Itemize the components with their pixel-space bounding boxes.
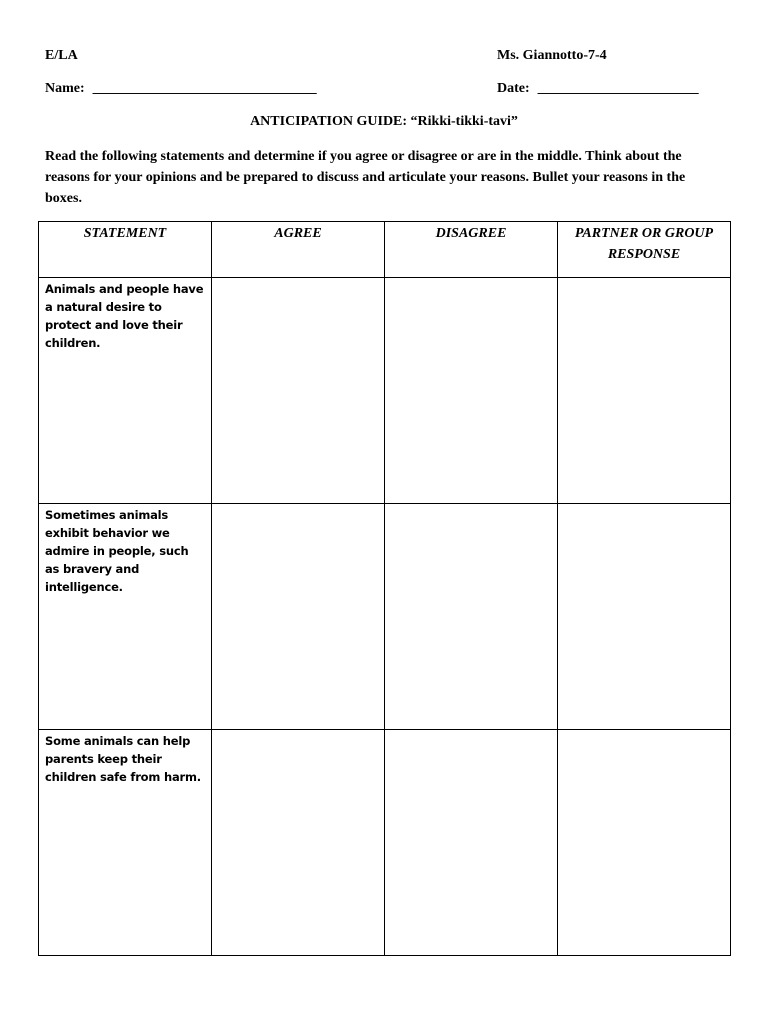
- course-label: E/LA: [45, 48, 78, 63]
- disagree-cell[interactable]: [385, 504, 558, 730]
- disagree-cell[interactable]: [385, 278, 558, 504]
- name-label: Name:: [45, 81, 85, 96]
- response-cell[interactable]: [558, 504, 731, 730]
- response-cell[interactable]: [558, 730, 731, 956]
- header-partner-response: PARTNER OR GROUP RESPONSE: [558, 222, 731, 278]
- table-row: [39, 278, 731, 504]
- disagree-cell[interactable]: [385, 730, 558, 956]
- date-blank[interactable]: _______________________: [537, 81, 699, 96]
- statement-cell: [39, 278, 212, 504]
- statement-text: Sometimes animals exhibit behavior we admire in people, such as bravery and intelligence.: [45, 508, 189, 594]
- statement-cell: [39, 504, 212, 730]
- agree-cell[interactable]: [212, 730, 385, 956]
- agree-cell[interactable]: [212, 504, 385, 730]
- instructions-text: Read the following statements and determine if you agree or disagree or are in the middle. Think about the reasons for your opinions and be prepared to discuss and articulate your reasons. Bullet your reasons in the boxes.: [45, 149, 686, 206]
- date-field[interactable]: [497, 81, 699, 97]
- date-label: Date:: [497, 81, 530, 96]
- response-cell[interactable]: [558, 278, 731, 504]
- table-header-row: [39, 222, 731, 278]
- table-row: [39, 504, 731, 730]
- name-blank[interactable]: ________________________________: [92, 81, 317, 96]
- anticipation-guide-table: [38, 221, 731, 956]
- table-row: [39, 730, 731, 956]
- page-title: ANTICIPATION GUIDE: “Rikki-tikki-tavi”: [250, 114, 518, 129]
- name-field[interactable]: [45, 81, 317, 97]
- statement-text: Animals and people have a natural desire to protect and love their children.: [45, 282, 204, 350]
- header-disagree: DISAGREE: [385, 222, 558, 278]
- statement-text: Some animals can help parents keep their children safe from harm.: [45, 734, 201, 784]
- statement-cell: [39, 730, 212, 956]
- agree-cell[interactable]: [212, 278, 385, 504]
- teacher-label: Ms. Giannotto-7-4: [497, 48, 607, 63]
- header-agree: AGREE: [212, 222, 385, 278]
- header-statement: STATEMENT: [39, 222, 212, 278]
